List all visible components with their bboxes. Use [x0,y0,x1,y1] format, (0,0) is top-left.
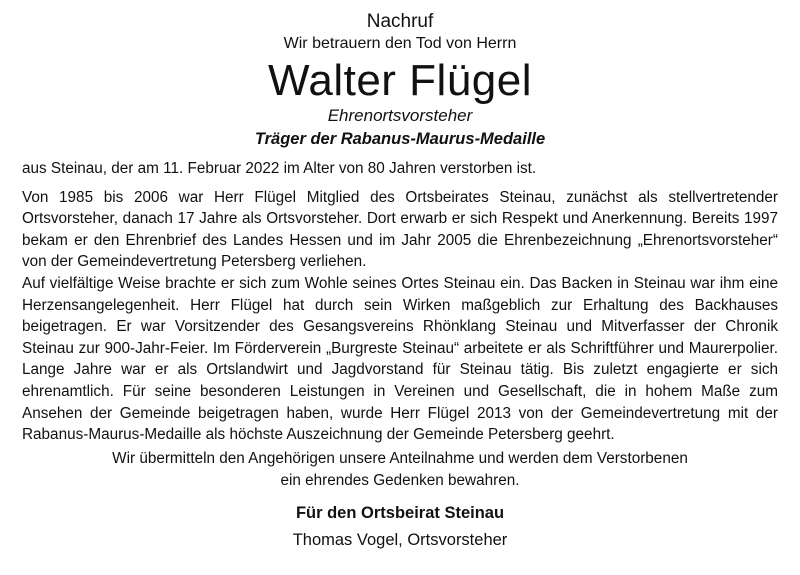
medal-title: Träger der Rabanus-Maurus-Medaille [254,130,546,148]
death-line: aus Steinau, der am 11. Februar 2022 im Alter von 80 Jahren verstorben ist. [22,160,537,177]
closing-text [22,448,778,492]
deceased-name: Walter Flügel [267,56,533,105]
closing-line-1: Wir übermitteln den Angehörigen unsere Anteilnahme und werden dem Verstorbenen [112,449,688,467]
paragraph-career: Von 1985 bis 2006 war Herr Flügel Mitglied des Ortsbeirates Steinau, zunächst als stellvertretender Ortsvorsteher, danach 17 Jahre als Ortsvorsteher. Dort erwarb er sich Respekt und Anerkennung. Bereits 1997 bekam er den Ehrenbrief des Landes Hessen und im Jahr 2005 die Ehrenbezeichnung „Ehrenortsvorsteher“ von der Gemeindevertretung Petersberg verliehen. [22,188,778,271]
paragraph-engagement: Auf vielfältige Weise brachte er sich zum Wohle seines Ortes Steinau ein. Das Backen in Steinau war ihm eine Herzensangelegenheit. Herr Flügel hat durch sein Wirken maßgeblich zur Erhaltung des Backhauses beigetragen. Er war Vorsitzender des Gesangsvereins Rhönklang Steinau und Mitverfasser der Chronik Steinau zur 900-Jahr-Feier. Im Förderverein „Burgreste Steinau“ arbeitete er als Schriftführer und Maurerpolier. Lange Jahre war er als Ortslandwirt und Jagdvorstand für Steinau tätig. Bis zuletzt engagierte er sich ehrenamtlich. Für seine besonderen Leistungen in Vereinen und Gesellschaft, die in hohem Maße zum Ansehen der Gemeinde beigetragen haben, wurde Herr Flügel 2013 von der Gemeindevertretung mit der Rabanus-Maurus-Medaille als höchste Auszeichnung der Gemeinde Petersberg geehrt. [22,274,778,444]
notice-heading: Nachruf [366,11,434,32]
honorary-title: Ehrenortsvorsteher [327,106,473,125]
notice-intro: Wir betrauern den Tod von Herrn [283,35,517,52]
signer-organization: Für den Ortsbeirat Steinau [295,503,505,522]
closing-line-2: ein ehrendes Gedenken bewahren. [280,471,520,489]
signer-name: Thomas Vogel, Ortsvorsteher [292,530,508,549]
